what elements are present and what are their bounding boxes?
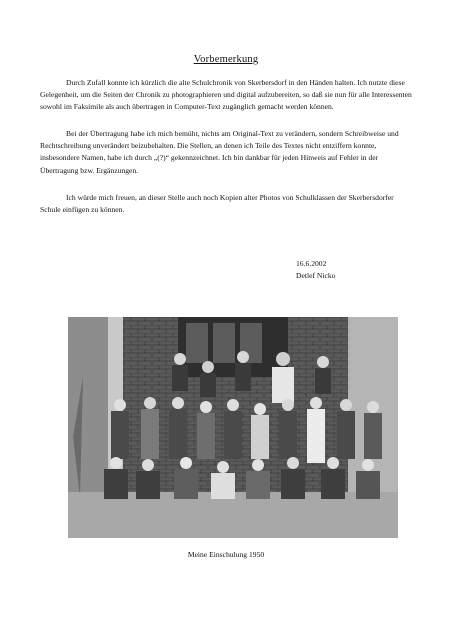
signature-name: Detlef Nicko <box>296 271 336 281</box>
photo-caption: Meine Einschulung 1950 <box>187 550 265 559</box>
paragraph-request-text: Ich würde mich freuen, an dieser Stelle auch noch Kopien alter Photos von Schulklassen der Skerbersdorfer Schule einfügen zu können. <box>40 193 394 215</box>
paragraph-intro <box>40 77 412 114</box>
signature-date: 16.6.2002 <box>296 259 327 268</box>
page-title: Vorbemerkung <box>193 54 259 65</box>
signature-block <box>296 258 335 282</box>
class-photo <box>68 317 398 538</box>
paragraph-transcription-text: Bei der Übertragung habe ich mich bemüht, nichts am Original-Text zu verändern, sondern Schreibweise und Rechtschreibung unverändert beizubehalten. Die Stellen, an denen ich Teile des Textes nicht entziffern konnte, insbesondere Namen, habe ich durch „(?)“ gekennzeichnet. Ich bin dankbar für jeden Hinweis auf Fehler in der Übertragung bzw. Ergänzungen. <box>40 129 399 175</box>
paragraph-transcription <box>40 128 412 177</box>
class-photo-image <box>68 317 398 538</box>
paragraph-request <box>40 192 412 216</box>
paragraph-intro-text: Durch Zufall konnte ich kürzlich die alte Schulchronik von Skerbersdorf in den Händen halten. Ich nutzte diese Gelegenheit, um die Seiten der Chronik zu photographieren und digital aufzubereiten, so daß sie nun für alle Interessenten sowohl im Faksimile als auch übertragen in Computer-Text zugänglich gemacht werden können. <box>40 78 412 112</box>
